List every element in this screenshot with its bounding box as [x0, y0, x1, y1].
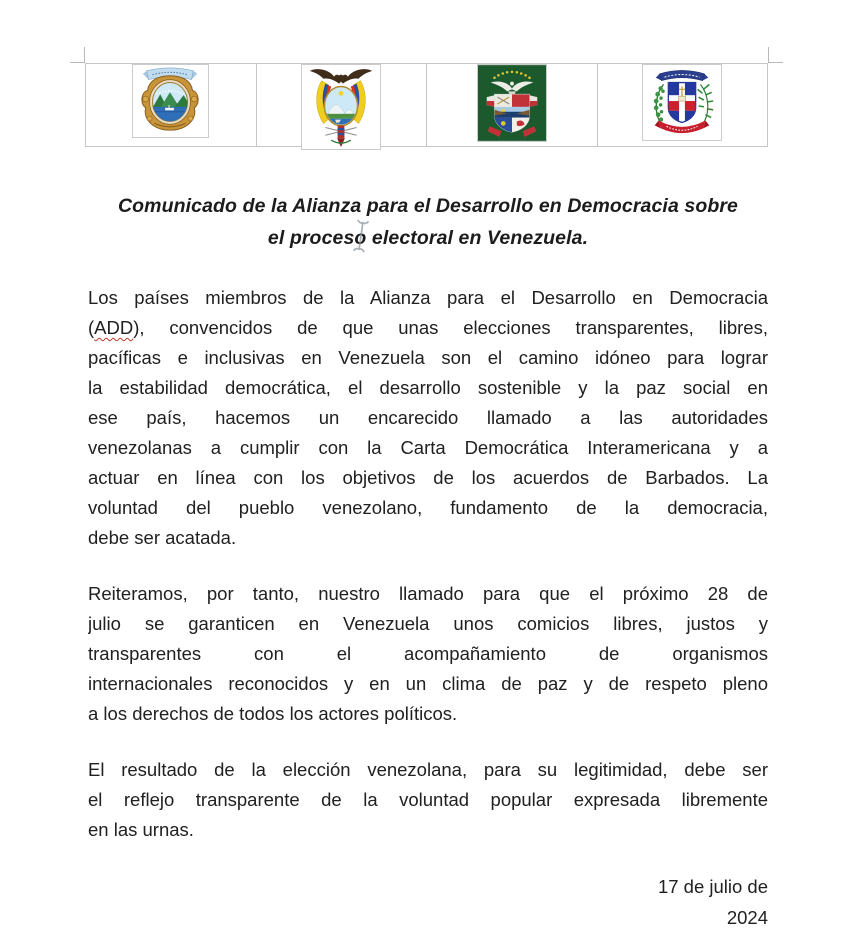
- date-line[interactable]: 2024: [726, 907, 768, 928]
- costa-rica-coat-of-arms-icon[interactable]: [132, 64, 209, 138]
- text-line[interactable]: Reiteramos, por tanto, nuestro llamado para que el próximo 28 de: [88, 583, 768, 604]
- text-line[interactable]: El resultado de la elección venezolana, para su legitimidad, debe ser: [88, 759, 768, 780]
- text-line[interactable]: el reflejo transparente de la voluntad popular expresada libremente: [88, 789, 768, 810]
- margin-mark-right-horizontal: [769, 62, 783, 63]
- emblem-cell-panama: [427, 64, 598, 146]
- text-line[interactable]: debe ser acatada.: [88, 527, 237, 548]
- text-line[interactable]: transparentes con el acompañamiento de organismos: [88, 643, 768, 664]
- paragraph[interactable]: [88, 755, 768, 845]
- text-line[interactable]: la estabilidad democrática, el desarrollo sostenible y la paz social en: [88, 377, 768, 398]
- text-line[interactable]: (ADD), convencidos de que unas elecciones transparentes, libres,: [88, 317, 768, 338]
- text-line[interactable]: julio se garanticen en Venezuela unos comicios libres, justos y: [88, 613, 768, 634]
- margin-mark-right-vertical: [768, 47, 769, 63]
- text-line[interactable]: pacíficas e inclusivas en Venezuela son el camino idóneo para lograr: [88, 347, 768, 368]
- misspelled-word[interactable]: ADD: [94, 317, 134, 338]
- paragraph[interactable]: [88, 283, 768, 553]
- emblem-cell-costa-rica: [86, 64, 257, 146]
- dominican-republic-coat-of-arms-icon[interactable]: [642, 64, 722, 141]
- text-line[interactable]: venezolanas a cumplir con la Carta Democrática Interamericana y a: [88, 437, 768, 458]
- emblem-cell-ecuador: [257, 64, 428, 146]
- paragraph[interactable]: [88, 579, 768, 729]
- text-line[interactable]: ese país, hacemos un encarecido llamado a las autoridades: [88, 407, 768, 428]
- margin-mark-left-vertical: [84, 47, 85, 63]
- date-line[interactable]: 17 de julio de: [657, 876, 768, 897]
- body-paragraphs: [88, 283, 768, 845]
- document-title[interactable]: [88, 190, 768, 254]
- date-paragraph[interactable]: [88, 871, 768, 933]
- margin-mark-left-horizontal: [70, 62, 85, 63]
- text-line[interactable]: en las urnas.: [88, 819, 194, 840]
- emblem-cell-dominican-republic: [598, 64, 768, 146]
- text-line[interactable]: a los derechos de todos los actores políticos.: [88, 703, 458, 724]
- ecuador-coat-of-arms-icon[interactable]: [301, 64, 381, 150]
- text-line[interactable]: internacionales reconocidos y en un clima de paz y de respeto pleno: [88, 673, 768, 694]
- text-line[interactable]: Los países miembros de la Alianza para el Desarrollo en Democracia: [88, 287, 768, 308]
- panama-coat-of-arms-icon[interactable]: [477, 64, 547, 142]
- title-line[interactable]: el proceso electoral en Venezuela.: [267, 227, 589, 249]
- document-content: [88, 190, 768, 933]
- text-line[interactable]: voluntad del pueblo venezolano, fundamento de la democracia,: [88, 497, 768, 518]
- emblem-table: [85, 63, 768, 147]
- text-line[interactable]: actuar en línea con los objetivos de los acuerdos de Barbados. La: [88, 467, 768, 488]
- title-line[interactable]: Comunicado de la Alianza para el Desarrollo en Democracia sobre: [117, 195, 739, 217]
